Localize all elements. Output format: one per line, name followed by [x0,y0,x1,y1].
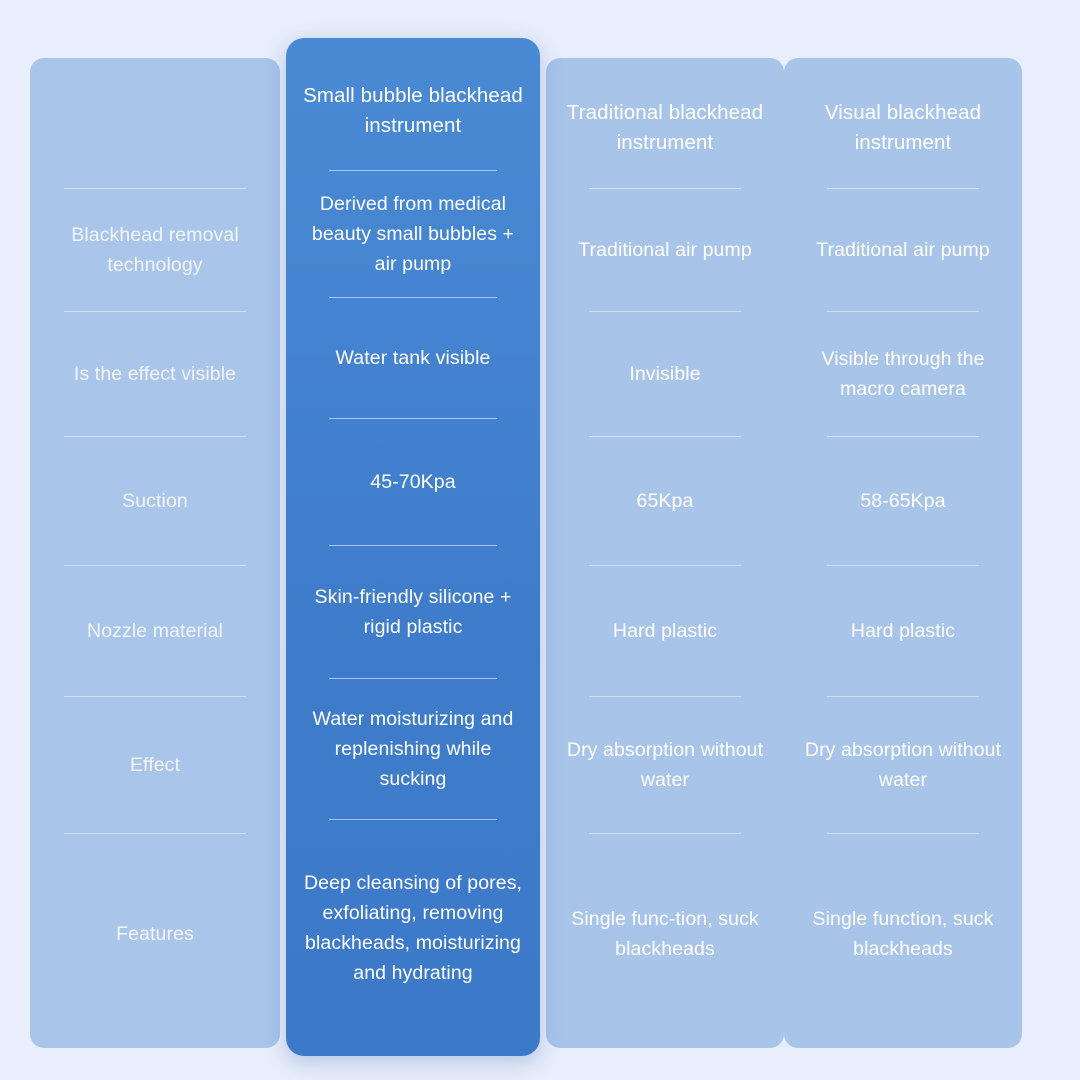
row-label-technology: Blackhead removal technology [71,224,239,276]
header-visual: Visual blackhead instrument [824,101,982,154]
column-traditional [546,58,784,1048]
cell-traditional-effect: Dry absorption without water [566,739,764,791]
header-traditional: Traditional blackhead instrument [566,101,764,154]
row-label-effect: Effect [129,754,181,776]
cell-traditional-technology: Traditional air pump [578,239,752,261]
row-label-suction: Suction [122,490,188,512]
cell-small-bubble-effect-visible: Water tank visible [335,347,491,369]
row-label-effect-visible: Is the effect visible [73,363,237,385]
column-small-bubble-highlighted [286,38,540,1056]
cell-visual-features: Single function, suck blackheads [812,908,994,960]
cell-visual-technology: Traditional air pump [816,239,990,261]
cell-small-bubble-technology: Derived from medical beauty small bubbles + air pump [311,193,515,275]
comparison-grid [30,58,1050,1048]
cell-small-bubble-nozzle: Skin-friendly silicone + rigid plastic [314,586,512,638]
header-cell-empty [30,68,280,188]
cell-traditional-suction: 65Kpa [636,490,694,512]
cell-visual-effect: Dry absorption without water [804,739,1002,791]
cell-visual-nozzle: Hard plastic [850,620,956,642]
cell-traditional-features: Single func-tion, suck blackheads [571,908,759,960]
column-visual [784,58,1022,1048]
cell-small-bubble-features: Deep cleansing of pores, exfoliating, removing blackheads, moisturizing and hydrating [303,872,523,984]
cell-traditional-nozzle: Hard plastic [612,620,718,642]
cell-visual-suction: 58-65Kpa [860,490,946,512]
column-row-labels [30,58,280,1048]
cell-visual-effect-visible: Visible through the macro camera [821,348,985,400]
cell-small-bubble-effect: Water moisturizing and replenishing while sucking [312,708,514,790]
row-label-features: Features [116,923,194,945]
cell-traditional-effect-visible: Invisible [629,363,701,385]
row-label-nozzle-material: Nozzle material [87,620,223,642]
header-small-bubble: Small bubble blackhead instrument [303,84,523,137]
cell-small-bubble-suction: 45-70Kpa [370,471,456,493]
